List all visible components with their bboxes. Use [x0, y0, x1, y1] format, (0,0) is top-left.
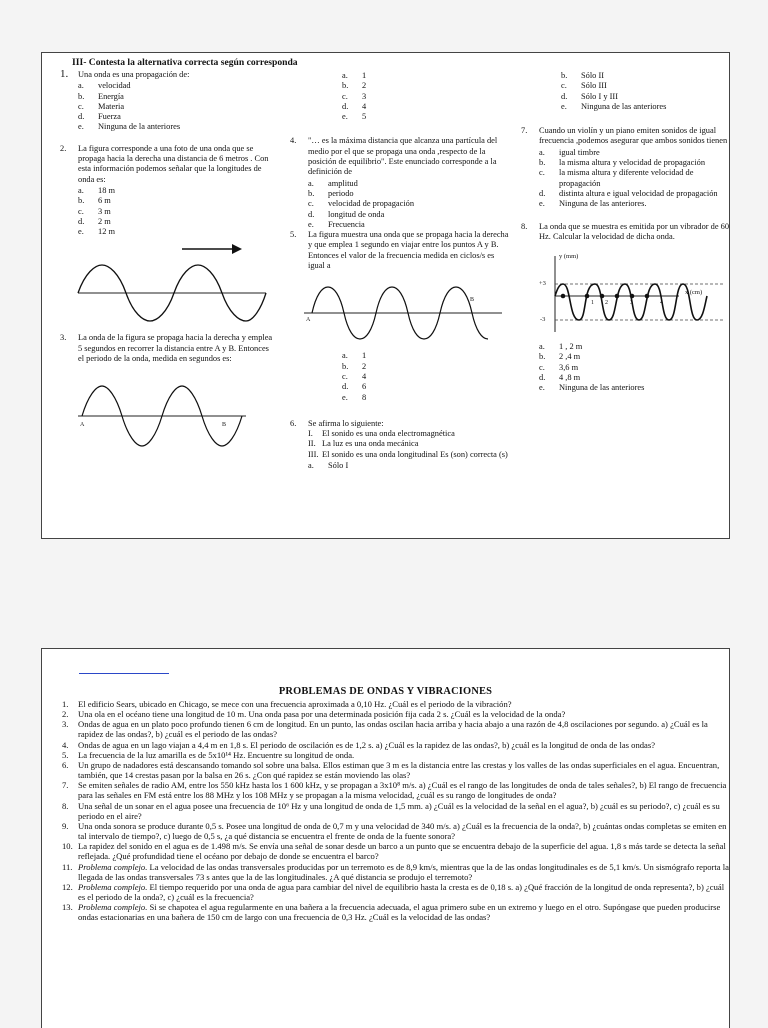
problem-item — [62, 821, 730, 841]
option-letter: a. — [539, 147, 545, 157]
option-letter: c. — [342, 91, 348, 101]
option — [308, 219, 513, 230]
statement-text: La luz es una onda mecánica — [322, 439, 419, 449]
x-tick-3: 3 — [630, 300, 633, 307]
option — [342, 351, 513, 361]
option-text: Sólo III — [581, 81, 607, 91]
option — [539, 158, 729, 168]
option-letter: e. — [539, 383, 545, 393]
option-text: velocidad — [98, 81, 131, 91]
question-stem: Cuando un violín y un piano emiten sonidos de igual frecuencia ,podemos asegurar que ambos sonidos tienen — [539, 126, 728, 146]
option-text: 1 — [362, 71, 367, 80]
option-text: Sólo I y III — [581, 91, 618, 101]
options-list — [78, 186, 273, 237]
option-letter: b. — [342, 81, 349, 91]
option-text: 4 ,8 m — [559, 373, 581, 383]
option-text: 3 m — [98, 206, 111, 216]
option-letter: a. — [308, 461, 314, 471]
problem-tag: Problema complejo. — [78, 881, 148, 892]
worksheet-page-1 — [41, 52, 730, 539]
question-5 — [290, 230, 513, 271]
question-number: 4. — [290, 136, 297, 146]
statement — [308, 439, 513, 449]
options-list — [308, 71, 513, 122]
point-a-label: A — [306, 317, 311, 324]
problem-item — [62, 760, 730, 780]
problem-text: Se emiten señales de radio AM, entre los 550 kHz hasta los 1 600 kHz, y se propagan a 3x10⁸ m/s. a) ¿Cuál es el rango de las longitudes de onda de tales señales?, b) El rango de frecuencia para las señales en FM está entre los 88 MHz y los 108 MHz y se propagan a la misma velocidad, ¿cuál es su rango de longitudes de onda? — [78, 780, 727, 801]
option — [539, 199, 729, 209]
option-letter: b. — [539, 158, 546, 168]
option-letter: c. — [539, 362, 545, 372]
option — [342, 81, 513, 91]
blue-rule — [79, 673, 169, 674]
question-stem: "… es la máxima distancia que alcanza una partícula del medio por el que se propaga una onda ,respecto de la posición de equilibrio". Este enunciado corresponde a la definición de — [308, 136, 498, 177]
problem-item — [62, 882, 730, 902]
option-letter: e. — [342, 112, 348, 122]
option-text: 1 , 2 m — [559, 342, 583, 352]
option — [308, 188, 513, 199]
problem-item — [62, 841, 730, 861]
option-text: periodo — [328, 188, 354, 198]
statement-letter: I. — [308, 429, 313, 439]
question-number: 3. — [60, 333, 67, 343]
option-text: 2 — [362, 361, 367, 371]
problem-item — [62, 902, 730, 922]
option-text: Energía — [98, 91, 124, 101]
option-text: 2 — [362, 81, 367, 91]
option — [78, 112, 273, 122]
option-text: distinta altura e igual velocidad de propagación — [559, 188, 718, 198]
option-letter: b. — [78, 196, 85, 206]
problem-number: 10. — [62, 841, 73, 852]
problem-number: 12. — [62, 881, 73, 892]
problem-text: El edificio Sears, ubicado en Chicago, se mece con una frecuencia aproximada a 0,10 Hz. ¿Cuál es el periodo de la vibración? — [78, 699, 512, 709]
option-letter: b. — [561, 71, 568, 80]
option — [342, 71, 513, 81]
option-letter: c. — [78, 101, 84, 111]
question-stem: Una onda es una propagación de: — [78, 70, 190, 79]
option-text: la misma altura y velocidad de propagación — [559, 158, 706, 168]
option-text: velocidad de propagación — [328, 199, 415, 209]
options-list — [308, 179, 513, 230]
option — [78, 91, 273, 102]
option-letter: c. — [561, 81, 567, 91]
wave-figure-q2 — [72, 243, 273, 323]
options-list — [539, 71, 729, 112]
problem-number: 2. — [62, 709, 69, 720]
option-text: Frecuencia — [328, 219, 365, 229]
option — [539, 383, 729, 393]
option-letter: c. — [539, 168, 545, 178]
option-text: 18 m — [98, 185, 115, 195]
problem-text: Un grupo de nadadores está descansando tomando sol sobre una balsa. Ellos estiman que 3 m es la distancia entre las crestas y los valles de las ondas superficiales en el agua. Encuentran, también, que 14 crestas pasan por la balsa en 26 s. ¿Con qué rapidez se están moviendo las olas? — [78, 759, 720, 781]
option-text: 2 m — [98, 216, 111, 226]
problem-text: Una ola en el océano tiene una longitud de 10 m. Una onda pasa por una determinada posición fija cada 2 s. ¿Cuál es la velocidad de la onda? — [78, 709, 566, 720]
question-4 — [290, 136, 513, 230]
option — [78, 206, 273, 217]
option-letter: b. — [539, 352, 546, 362]
option-letter: a. — [342, 351, 348, 361]
problem-item — [62, 699, 730, 709]
option-letter: a. — [308, 178, 314, 188]
x-tick-1: 1 — [591, 300, 594, 307]
problems-title: PROBLEMAS DE ONDAS Y VIBRACIONES — [278, 686, 493, 697]
option — [308, 209, 513, 220]
wave-figure-q3 — [72, 378, 273, 454]
question-number: 6. — [290, 418, 297, 428]
options-list — [308, 351, 513, 402]
problem-item — [62, 862, 730, 882]
option — [539, 342, 729, 352]
option-letter: a. — [539, 342, 545, 352]
problem-text: Una señal de un sonar en el agua posee una frecuencia de 10⁶ Hz y una longitud de onda de 1,5 mm. a) ¿Cuál es la velocidad de la señal en el agua?, b) ¿cuál es su periodo?, c) ¿cuál es su periodo en el aire? — [78, 800, 720, 821]
question-6 — [290, 418, 513, 471]
option-text: 2 ,4 m — [559, 352, 581, 362]
problems-list — [62, 699, 730, 922]
column-1 — [60, 68, 273, 454]
option-text: 6 — [362, 382, 367, 392]
options-list — [308, 461, 513, 471]
wave-figure-q5 — [298, 277, 513, 347]
y-tick-negative: -3 — [540, 316, 546, 324]
option — [539, 373, 729, 383]
option-text: Ninguna de las anteriores — [581, 101, 667, 111]
point-b-label: B — [222, 422, 227, 429]
option-letter: b. — [78, 91, 85, 101]
question-number: 8. — [521, 221, 528, 231]
option-letter: a. — [78, 185, 84, 195]
problem-number: 7. — [62, 780, 69, 791]
statement — [308, 429, 513, 439]
question-2 — [60, 143, 273, 238]
point-a-label: A — [80, 422, 85, 429]
options-list — [539, 342, 729, 393]
problem-text: El tiempo requerido por una onda de agua para cambiar del nivel de equilibrio hasta la cresta es de 0,18 s. a) ¿Qué fracción de la longitud de onda representa?, b) ¿cuál es el periodo de la onda?, c) ¿cuál es la frecuencia? — [78, 881, 725, 902]
option — [308, 461, 513, 471]
option — [308, 178, 513, 189]
statement-text: El sonido es una onda electromagnética — [322, 429, 455, 439]
arrow-right-icon — [232, 244, 242, 254]
question-number: 2. — [60, 143, 67, 153]
problem-number: 4. — [62, 739, 69, 750]
option-text: 8 — [362, 392, 367, 402]
statement-text: El sonido es una onda longitudinal Es (son) correcta (s) — [322, 449, 508, 459]
question-stem: La onda que se muestra es emitida por un vibrador de 60 Hz. Calcular la velocidad de dicha onda. — [539, 221, 730, 241]
option-text: Ninguna de la anteriores — [98, 122, 181, 132]
option-text: 4 — [362, 101, 367, 111]
option-letter: d. — [342, 101, 349, 111]
question-stem: La figura corresponde a una foto de una onda que se propaga hacia la derecha una distancia de 6 metros . Con esta información podemos señalar que la longitudes de onda es: — [78, 143, 269, 184]
option-letter: d. — [539, 373, 546, 383]
option-text: la misma altura y diferente velocidad de propagación — [559, 168, 694, 188]
option-text: Ninguna de las anteriores — [559, 383, 645, 393]
option — [78, 185, 273, 196]
x-tick-4: 4 — [660, 300, 663, 307]
option-letter: a. — [78, 81, 84, 91]
statement-letter: II. — [308, 439, 316, 449]
problem-item — [62, 719, 730, 739]
problem-number: 8. — [62, 800, 69, 811]
statement — [308, 449, 513, 460]
option — [78, 196, 273, 206]
problem-text: Ondas de agua en un plato poco profundo tienen 6 cm de longitud. En un punto, las ondas oscilan hacia arriba y hacia abajo a una razón de 4,8 oscilaciones por segundo. a) ¿Cuál es la rapidez de las ondas?, b) ¿cuál es el periodo de las ondas? — [78, 719, 708, 740]
problem-text: Ondas de agua en un lago viajan a 4,4 m en 1,8 s. El periodo de oscilación es de 1,2 s. a) ¿Cuál es la rapidez de las ondas?, b) ¿cuál es la longitud de onda de las ondas? — [78, 739, 656, 750]
problem-number: 11. — [62, 861, 73, 872]
point-b-label: B — [470, 297, 475, 304]
column-2 — [290, 70, 513, 471]
option — [78, 81, 273, 91]
option-letter: d. — [78, 112, 85, 122]
option-text: Sólo II — [581, 71, 605, 80]
options-list — [78, 81, 273, 132]
question-7 — [521, 126, 729, 209]
problem-item — [62, 709, 730, 719]
y-tick-positive: +3 — [539, 280, 546, 288]
option-letter: c. — [308, 199, 314, 209]
option — [342, 361, 513, 372]
option — [342, 392, 513, 403]
problem-number: 3. — [62, 719, 69, 730]
problem-number: 9. — [62, 820, 69, 831]
option — [539, 147, 729, 158]
option-letter: d. — [561, 91, 568, 101]
option — [342, 101, 513, 112]
problem-item — [62, 750, 730, 760]
question-3 — [60, 333, 273, 364]
option-letter: e. — [342, 392, 348, 402]
problem-text: La rapidez del sonido en el agua es de 1.498 m/s. Se envía una señal de sonar desde un barco a un punto que se encuentra debajo de la superficie del agua. 1,8 s más tarde se detecta la señal reflejada. ¿Qué profundidad tiene el océano por debajo de donde se encuentra el barco? — [78, 841, 726, 862]
option-letter: b. — [308, 188, 315, 198]
option — [342, 112, 513, 122]
option — [561, 91, 729, 102]
problem-number: 5. — [62, 749, 69, 760]
option-letter: c. — [78, 206, 84, 216]
problem-text: Una onda sonora se produce durante 0,5 s. Posee una longitud de onda de 0,7 m y una velocidad de 340 m/s. a) ¿Cuál es la frecuencia de la onda?, b) ¿cuántas ondas completas se emiten en tal intervalo de tiempo?, c) luego de 0,5 s, ¿a qué distancia se encuentra el frente de onda de la fuente sonora? — [78, 820, 727, 842]
question-number: 5. — [290, 230, 297, 240]
option — [539, 168, 729, 189]
option — [78, 227, 273, 237]
option — [561, 81, 729, 91]
problem-text: Si se chapotea el agua regularmente en una bañera a la frecuencia adecuada, el agua primero sube en un extremo y luego en el otro. Supóngase que pueden producirse ondas estacionarias en una bañera de 150 cm de largo con una frecuencia de 0,3 Hz. ¿Cuál es la velocidad de las ondas? — [78, 902, 721, 923]
wave-graph-q8 — [539, 254, 729, 334]
option-letter: c. — [342, 371, 348, 381]
question-1 — [60, 68, 273, 133]
option — [308, 199, 513, 209]
statements-list — [308, 429, 513, 460]
option — [342, 91, 513, 102]
question-8 — [521, 221, 730, 243]
problem-text: La frecuencia de la luz amarilla es de 5x10¹⁴ Hz. Encuentre su longitud de onda. — [78, 749, 355, 760]
worksheet-page-2 — [41, 648, 730, 1028]
option-text: igual timbre — [559, 147, 600, 157]
option-text: 12 m — [98, 227, 115, 237]
option — [539, 188, 729, 199]
option-text: 5 — [362, 112, 367, 122]
option-text: Materia — [98, 101, 125, 111]
option-text: amplitud — [328, 178, 358, 188]
question-stem: La onda de la figura se propaga hacia la derecha y emplea 5 segundos en recorrer la distancia entre A y B. Entonces el periodo de la onda, medida en segundos es: — [78, 333, 273, 364]
option-letter: e. — [561, 101, 567, 111]
option — [78, 101, 273, 112]
option — [539, 352, 729, 362]
option-letter: e. — [539, 199, 545, 209]
problem-item — [62, 780, 730, 800]
x-axis-label: x (cm) — [685, 289, 703, 297]
problem-tag: Problema complejo. — [78, 861, 148, 872]
option-letter: b. — [342, 361, 349, 371]
problem-item — [62, 801, 730, 821]
option-text: 1 — [362, 351, 367, 361]
option-letter: d. — [308, 209, 315, 219]
option — [539, 362, 729, 373]
option-letter: d. — [539, 188, 546, 198]
problem-item — [62, 740, 730, 750]
option-text: longitud de onda — [328, 209, 385, 219]
question-stem: Se afirma lo siguiente: — [308, 418, 384, 428]
x-tick-2: 2 — [605, 300, 608, 307]
question-number: 7. — [521, 126, 528, 136]
option-text: 3,6 m — [559, 362, 579, 372]
section-title: III- Contesta la alternativa correcta según corresponda — [72, 57, 298, 68]
option-letter: d. — [78, 216, 85, 226]
option-letter: a. — [342, 71, 348, 80]
option-letter: e. — [78, 122, 84, 132]
option-letter: e. — [78, 227, 84, 237]
problem-text: La velocidad de las ondas transversales producidas por un terremoto es de 8,9 km/s, mientras que la de las ondas longitudinales es de 5,1 km/s. Un sismógrafo reporta la llegada de las ondas transversales 73 s antes que la de las longitudinales. ¿A qué distancia se produjo el terremoto? — [78, 861, 729, 882]
option — [561, 101, 729, 112]
y-axis-label: y (mm) — [559, 253, 579, 261]
column-3 — [521, 70, 730, 394]
option-text: Fuerza — [98, 112, 121, 122]
option-text: 6 m — [98, 196, 111, 206]
question-number: 1. — [60, 68, 69, 80]
option — [342, 371, 513, 382]
option — [78, 122, 273, 132]
option-text: Sólo I — [328, 461, 349, 471]
option-letter: d. — [342, 382, 349, 392]
options-list — [539, 148, 729, 210]
problem-number: 1. — [62, 699, 69, 709]
option-text: 3 — [362, 91, 367, 101]
question-stem: La figura muestra una onda que se propaga hacia la derecha y que emplea 1 segundo en viajar entre los puntos A y B. Entonces el valor de la frecuencia medida en ciclos/s es igual a — [308, 230, 509, 271]
statement-letter: III. — [308, 449, 319, 459]
option-letter: e. — [308, 219, 314, 229]
option-text: 4 — [362, 371, 367, 381]
problem-number: 13. — [62, 902, 73, 913]
option-text: Ninguna de las anteriores. — [559, 199, 647, 209]
problem-tag: Problema complejo. — [78, 902, 148, 913]
option — [78, 216, 273, 227]
option — [342, 382, 513, 392]
option — [561, 71, 729, 81]
problem-number: 6. — [62, 759, 69, 770]
